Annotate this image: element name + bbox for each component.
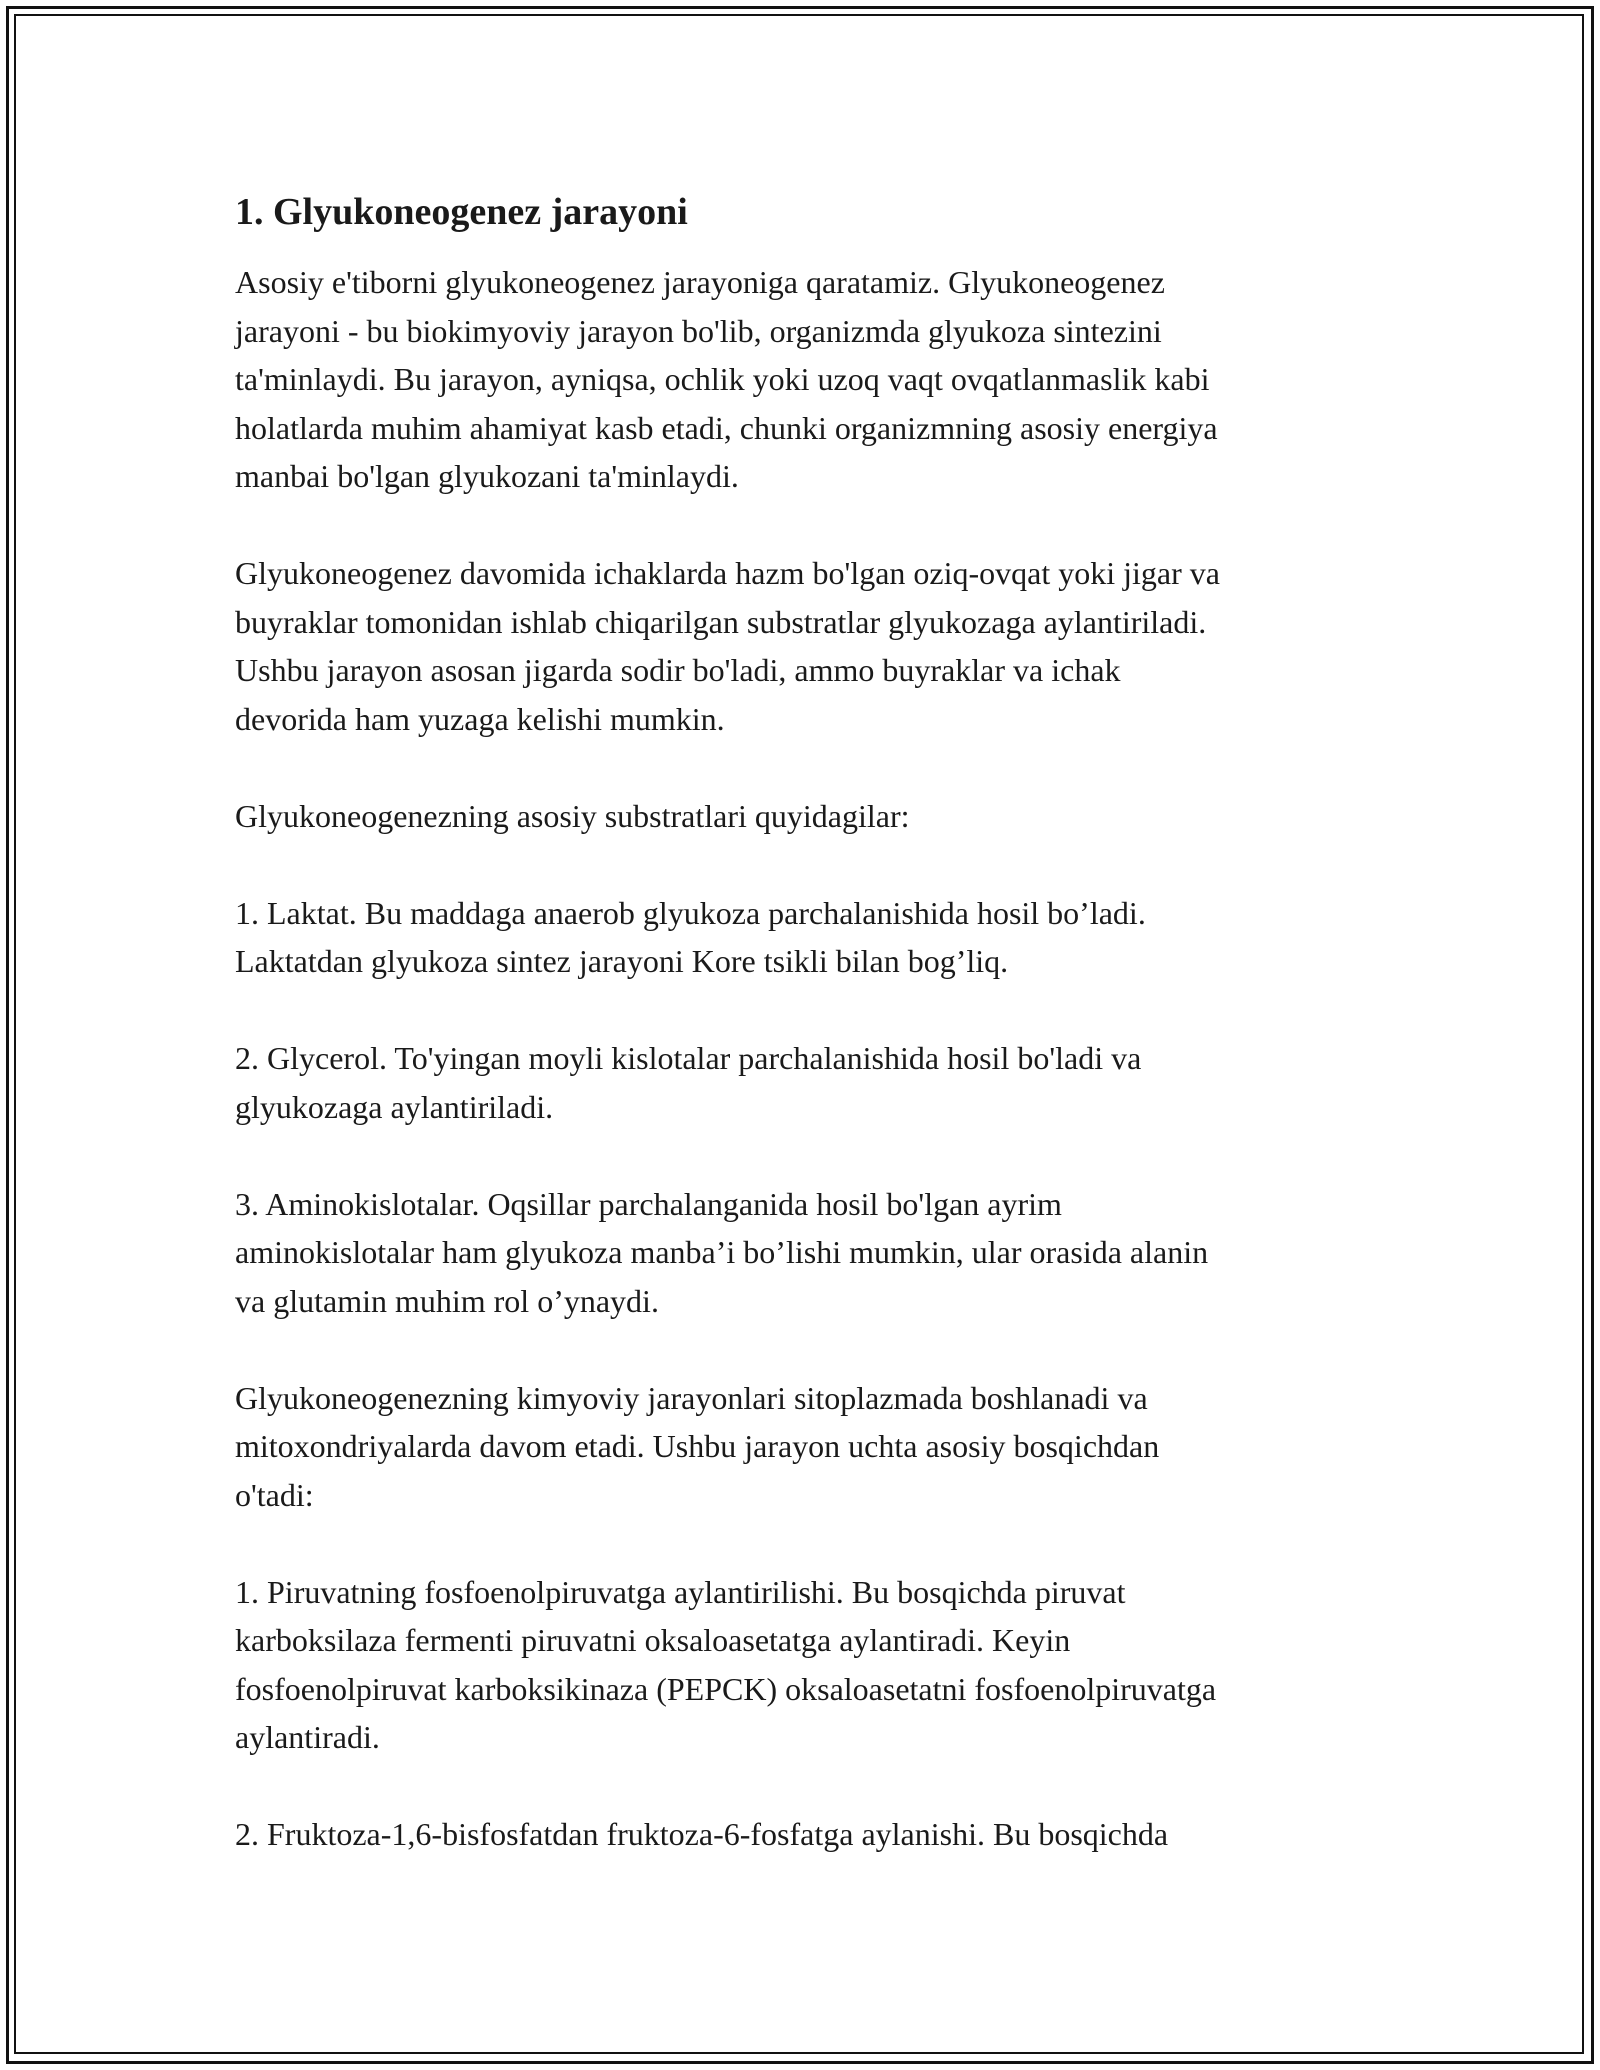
list-item-glycerol: 2. Glycerol. To'yingan moyli kislotalar parchalanishida hosil bo'ladi va glyukozaga aylantiriladi. xyxy=(235,1040,1142,1125)
list-item-lactate: 1. Laktat. Bu maddaga anaerob glyukoza parchalanishida hosil bo’ladi. Laktatdan glyukoza sintez jarayoni Kore tsikli bilan bog’liq. xyxy=(235,894,1146,979)
list-item-amino-acids: 3. Aminokislotalar. Oqsillar parchalanganida hosil bo'lgan ayrim aminokislotalar ham glyukoza manba’i bo’lishi mumkin, ular orasida alanin va glutamin muhim rol o’ynaydi. xyxy=(235,1185,1209,1319)
paragraph-intro: Asosiy e'tiborni glyukoneogenez jarayoniga qaratamiz. Glyukoneogenez jarayoni - bu biokimyoviy jarayon bo'lib, organizmda glyukoza sintezini ta'minlaydi. Bu jarayon, ayniqsa, ochlik yoki uzoq vaqt ovqatlanmaslik kabi holatlarda muhim ahamiyat kasb etadi, chunki organizmning asosiy energiya manbai bo'lgan glyukozani ta'minlaydi. xyxy=(235,264,1218,494)
list-item-stage-2: 2. Fruktoza-1,6-bisfosfatdan fruktoza-6-fosfatga aylanishi. Bu bosqichda xyxy=(235,1816,1169,1852)
paragraph-stages-lead: Glyukoneogenezning kimyoviy jarayonlari sitoplazmada boshlanadi va mitoxondriyalarda davom etadi. Ushbu jarayon uchta asosiy bosqichdan o'tadi: xyxy=(235,1379,1160,1513)
paragraph-substrates-lead: Glyukoneogenezning asosiy substratlari quyidagilar: xyxy=(235,797,910,834)
paragraph-substrates-origin: Glyukoneogenez davomida ichaklarda hazm bo'lgan oziq-ovqat yoki jigar va buyraklar tomonidan ishlab chiqarilgan substratlar glyukozaga aylantiriladi. Ushbu jarayon asosan jigarda sodir bo'ladi, ammo buyraklar va ichak devorida ham yuzaga kelishi mumkin. xyxy=(235,555,1220,737)
list-item-stage-1: 1. Piruvatning fosfoenolpiruvatga aylantirilishi. Bu bosqichda piruvat karboksilaza fermenti piruvatni oksaloasetatga aylantiradi. Keyin fosfoenolpiruvat karboksikinaza (PEPCK) oksaloasetatni fosfoenolpiruvatga aylantiradi. xyxy=(235,1573,1217,1755)
document-body xyxy=(235,186,1375,1907)
section-heading: 1. Glyukoneogenez jarayoni xyxy=(235,191,688,233)
